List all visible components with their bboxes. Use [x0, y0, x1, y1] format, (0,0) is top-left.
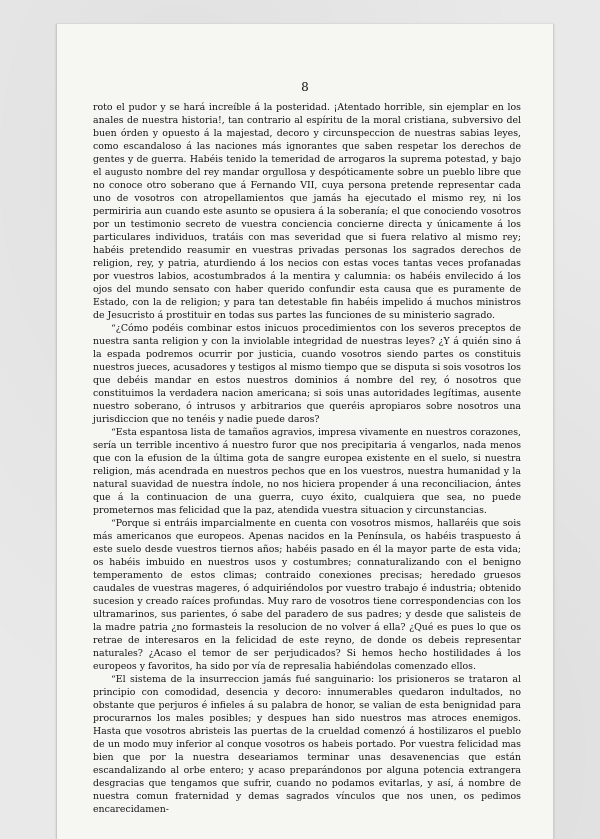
paragraph-4: “Porque si entráis imparcialmente en cuenta con vosotros mismos, hallaréis que sois más americanos que europeos. Apenas nacidos en la Península, os habéis traspuesto á este suelo desde vuestros tiernos años; habéis pasado en él la mayor parte de esta vida; os habéis imbuido en nuestros usos y costumbres; connaturalizando con el benigno temperamento de estos climas; contraido conexiones precisas; heredado gruesos caudales de vuestras mageres, ó adquiriéndolos por vuestro trabajo é industria; obtenido sucesion y creado raíces profundas. Muy raro de vosotros tiene correspondencias con los ultramarinos, sus parientes, ó sabe del paradero de sus padres; y desde que salisteis de la madre patria ¿no formasteis la resolucion de no volver á ella? ¿Qué es pues lo que os retrae de interesaros en la felicidad de este reyno, de donde os debeis representar naturales? ¿Acaso el temor de ser perjudicados? Si hemos hecho hostilidades á los europeos y favoritos, ha sido por vía de represalia habiéndolas comenzado ellos.: [93, 518, 521, 672]
document-page: [56, 24, 554, 839]
paragraph-5: “El sistema de la insurreccion jamás fué sanguinario: los prisioneros se trataron al principio con comodidad, desencia y decoro: innumerables quedaron indultados, no obstante que perjuros é infieles á su palabra de honor, se valian de esta benignidad para procurarnos los males posibles; y despues han sido nuestros mas atroces enemigos. Hasta que vosotros abristeis las puertas de la crueldad comenzó á hostilizaros el pueblo de un modo muy inferior al conque vosotros os habeis portado. Por vuestra felicidad mas bien que por la nuestra deseariamos terminar unas desavenencias que están escandalizando al orbe entero; y acaso preparándonos por alguna potencia extrangera desgracias que tengamos que sufrir, cuando no podamos evitarlas, y así, á nombre de nuestra comun fraternidad y demas sagrados vínculos que nos unen, os pedimos encarecidamen-: [93, 674, 521, 815]
page-number: 8: [301, 80, 309, 94]
paragraph-1: roto el pudor y se hará increíble á la posteridad. ¡Atentado horrible, sin ejemplar en los anales de nuestra historia!, tan contrario al espíritu de la moral cristiana, subversivo del buen órden y opuesto á la majestad, decoro y circunspeccion de nuestras sabias leyes, como escandaloso á las naciones más ignorantes que saben respetar los derechos de gentes y de guerra. Habéis tenido la temeridad de arrogaros la suprema potestad, y bajo el augusto nombre del rey mandar orgullosa y despóticamente sobre un pueblo libre que no conoce otro soberano que á Fernando VII, cuya persona pretende representar cada uno de vosotros con atropellamientos que jamás ha ejecutado el mismo rey, ni los permiriria aun cuando este asunto se opusiera á la soberanía; el que conociendo vosotros por un testimonio secreto de vuestra conciencia concierne directa y únicamente á los particulares individuos, tratáis con mas severidad que si fuera relativo al mismo rey; habéis pretendido reasumir en vuestras privadas personas los sagrados derechos de religion, rey, y patria, aturdiendo á los necios con estas voces tantas veces profanadas por vuestros labios, acostumbrados á la mentira y calumnia: os habéis envilecido á los ojos del mundo sensato con haber querido confundir esta causa que es puramente de Estado, con la de religion; y para tan detestable fin habéis impelido á muchos ministros de Jesucristo á prostituir en todas sus partes las funciones de su ministerio sagrado.: [93, 102, 521, 321]
paragraph-2: “¿Cómo podéis combinar estos inicuos procedimientos con los severos preceptos de nuestra santa religion y con la inviolable integridad de nuestras leyes? ¿Y á quién sino á la espada podremos ocurrir por justicia, cuando vosotros siendo partes os constituis nuestros jueces, acusadores y testigos al mismo tiempo que se disputa si sois vosotros los que debéis mandar en estos nuestros dominios á nombre del rey, ó nosotros que constituimos la verdadera nacion americana; si sois unas autoridades legítimas, ausente nuestro soberano, ó intrusos y arbitrarios que queréis apropiaros sobre nosotros una jurisdiccion que no tenéis y nadie puede daros?: [93, 323, 521, 425]
paragraph-3: “Esta espantosa lista de tamaños agravios, impresa vivamente en nuestros corazones, sería un terrible incentivo á nuestro furor que nos precipitaria á vengarlos, nada menos que con la efusion de la última gota de sangre europea existente en el suelo, si nuestra religion, más acendrada en nuestros pechos que en los vuestros, nuestra humanidad y la natural suavidad de nuestra índole, no nos hiciera propender á una reconciliacion, ántes que á la continuacion de una guerra, cuyo éxito, cualquiera que sea, no puede prometernos mas felicidad que la paz, atendida vuestra situacion y circunstancias.: [93, 427, 521, 516]
body-text: [93, 101, 521, 816]
